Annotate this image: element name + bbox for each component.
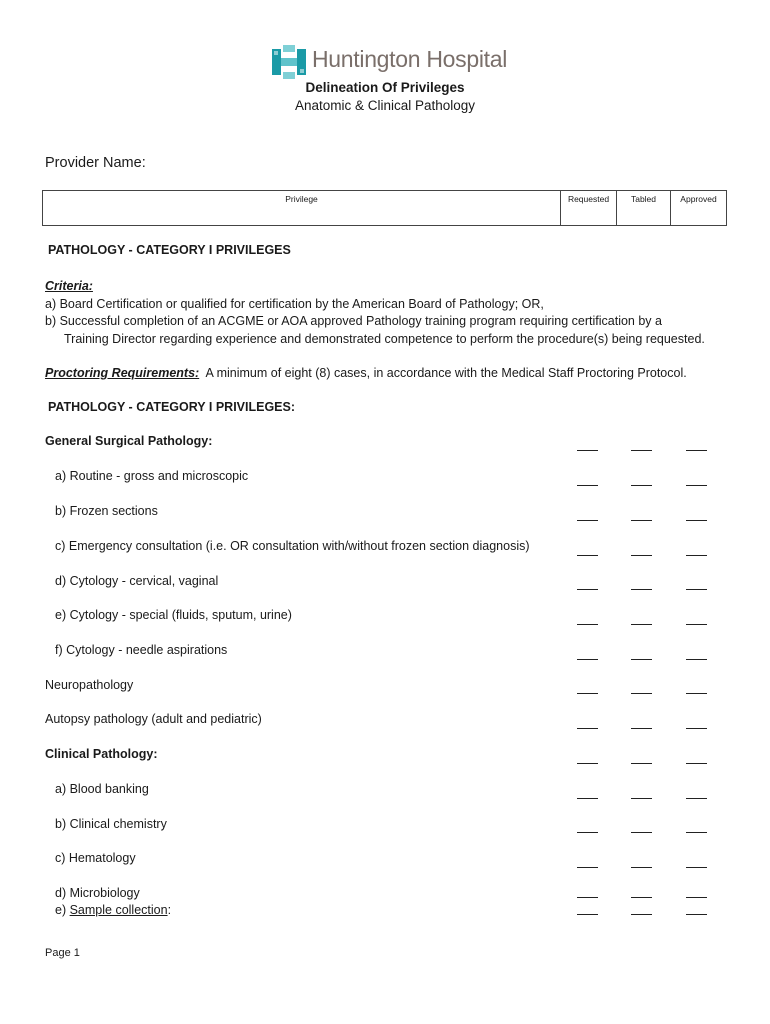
approved-blank-line[interactable]: [686, 485, 707, 486]
requested-blank-line[interactable]: [577, 659, 598, 660]
document-subtitle: Anatomic & Clinical Pathology: [294, 98, 476, 113]
approved-blank-line[interactable]: [686, 914, 707, 915]
requested-blank-line[interactable]: [577, 589, 598, 590]
column-header-approved: Approved: [671, 191, 727, 226]
privilege-hematology: c) Hematology: [55, 851, 136, 865]
requested-blank-line[interactable]: [577, 914, 598, 915]
privilege-neuropathology: Neuropathology: [45, 678, 134, 692]
provider-name-label: Provider Name:: [45, 155, 146, 171]
approved-blank-line[interactable]: [686, 624, 707, 625]
tabled-blank-line[interactable]: [631, 624, 652, 625]
approved-blank-line[interactable]: [686, 555, 707, 556]
privilege-cytology-special: e) Cytology - special (fluids, sputum, urine): [55, 608, 292, 622]
criteria-block: [45, 278, 745, 348]
tabled-blank-line[interactable]: [631, 728, 652, 729]
sample-collection-link[interactable]: Sample collection: [69, 903, 168, 917]
privilege-routine-gross-microscopic: a) Routine - gross and microscopic: [55, 469, 249, 483]
requested-blank-line[interactable]: [577, 832, 598, 833]
proctoring-label: Proctoring Requirements:: [45, 366, 200, 380]
privilege-sample-collection: [55, 903, 171, 917]
privilege-emergency-consultation: c) Emergency consultation (i.e. OR consultation with/without frozen section diagnosis): [55, 539, 530, 553]
requested-blank-line[interactable]: [577, 693, 598, 694]
privilege-autopsy-pathology: Autopsy pathology (adult and pediatric): [45, 712, 262, 726]
requested-blank-line[interactable]: [577, 867, 598, 868]
requested-blank-line[interactable]: [577, 485, 598, 486]
privilege-clinical-pathology: Clinical Pathology:: [45, 747, 158, 761]
criteria-b-line1: b) Successful completion of an ACGME or AOA approved Pathology training program requiring certification by a: [45, 314, 662, 328]
proctoring-text: A minimum of eight (8) cases, in accordance with the Medical Staff Proctoring Protocol.: [205, 366, 687, 380]
approved-blank-line[interactable]: [686, 450, 707, 451]
approved-blank-line[interactable]: [686, 798, 707, 799]
privilege-microbiology: d) Microbiology: [55, 886, 140, 900]
tabled-blank-line[interactable]: [631, 914, 652, 915]
tabled-blank-line[interactable]: [631, 693, 652, 694]
tabled-blank-line[interactable]: [631, 867, 652, 868]
tabled-blank-line[interactable]: [631, 763, 652, 764]
section-heading-category-1-list: PATHOLOGY - CATEGORY I PRIVILEGES:: [48, 400, 296, 414]
requested-blank-line[interactable]: [577, 450, 598, 451]
privilege-clinical-chemistry: b) Clinical chemistry: [55, 817, 167, 831]
privilege-frozen-sections: b) Frozen sections: [55, 504, 158, 518]
column-header-privilege: Privilege: [43, 191, 561, 226]
approved-blank-line[interactable]: [686, 520, 707, 521]
approved-blank-line[interactable]: [686, 897, 707, 898]
privilege-cytology-cervical: d) Cytology - cervical, vaginal: [55, 574, 219, 588]
hospital-h-icon: [271, 45, 307, 79]
column-header-tabled: Tabled: [617, 191, 671, 226]
column-header-requested: Requested: [561, 191, 617, 226]
tabled-blank-line[interactable]: [631, 798, 652, 799]
approved-blank-line[interactable]: [686, 763, 707, 764]
approved-blank-line[interactable]: [686, 659, 707, 660]
sample-collection-suffix: :: [167, 903, 172, 917]
tabled-blank-line[interactable]: [631, 659, 652, 660]
tabled-blank-line[interactable]: [631, 450, 652, 451]
requested-blank-line[interactable]: [577, 897, 598, 898]
approved-blank-line[interactable]: [686, 867, 707, 868]
approved-blank-line[interactable]: [686, 693, 707, 694]
proctoring-requirements: [45, 365, 745, 383]
page-number: Page 1: [45, 947, 80, 959]
tabled-blank-line[interactable]: [631, 485, 652, 486]
tabled-blank-line[interactable]: [631, 555, 652, 556]
criteria-a: a) Board Certification or qualified for certification by the American Board of Pathology; OR,: [45, 296, 544, 311]
section-heading-category-1: PATHOLOGY - CATEGORY I PRIVILEGES: [48, 243, 291, 257]
approved-blank-line[interactable]: [686, 589, 707, 590]
privilege-general-surgical-pathology: General Surgical Pathology:: [45, 434, 213, 448]
requested-blank-line[interactable]: [577, 555, 598, 556]
sample-collection-prefix: e): [55, 903, 70, 917]
criteria-label: Criteria:: [45, 279, 93, 293]
criteria-b-line2: Training Director regarding experience and demonstrated competence to perform the procedure(s) being requested.: [64, 331, 705, 346]
privilege-header-table: [42, 190, 727, 226]
logo-text: Huntington Hospital: [312, 46, 508, 72]
tabled-blank-line[interactable]: [631, 897, 652, 898]
requested-blank-line[interactable]: [577, 728, 598, 729]
requested-blank-line[interactable]: [577, 798, 598, 799]
requested-blank-line[interactable]: [577, 520, 598, 521]
tabled-blank-line[interactable]: [631, 589, 652, 590]
tabled-blank-line[interactable]: [631, 520, 652, 521]
approved-blank-line[interactable]: [686, 728, 707, 729]
tabled-blank-line[interactable]: [631, 832, 652, 833]
requested-blank-line[interactable]: [577, 624, 598, 625]
privilege-blood-banking: a) Blood banking: [55, 782, 149, 796]
requested-blank-line[interactable]: [577, 763, 598, 764]
privilege-cytology-needle: f) Cytology - needle aspirations: [55, 643, 228, 657]
document-title: Delineation Of Privileges: [305, 80, 465, 95]
approved-blank-line[interactable]: [686, 832, 707, 833]
